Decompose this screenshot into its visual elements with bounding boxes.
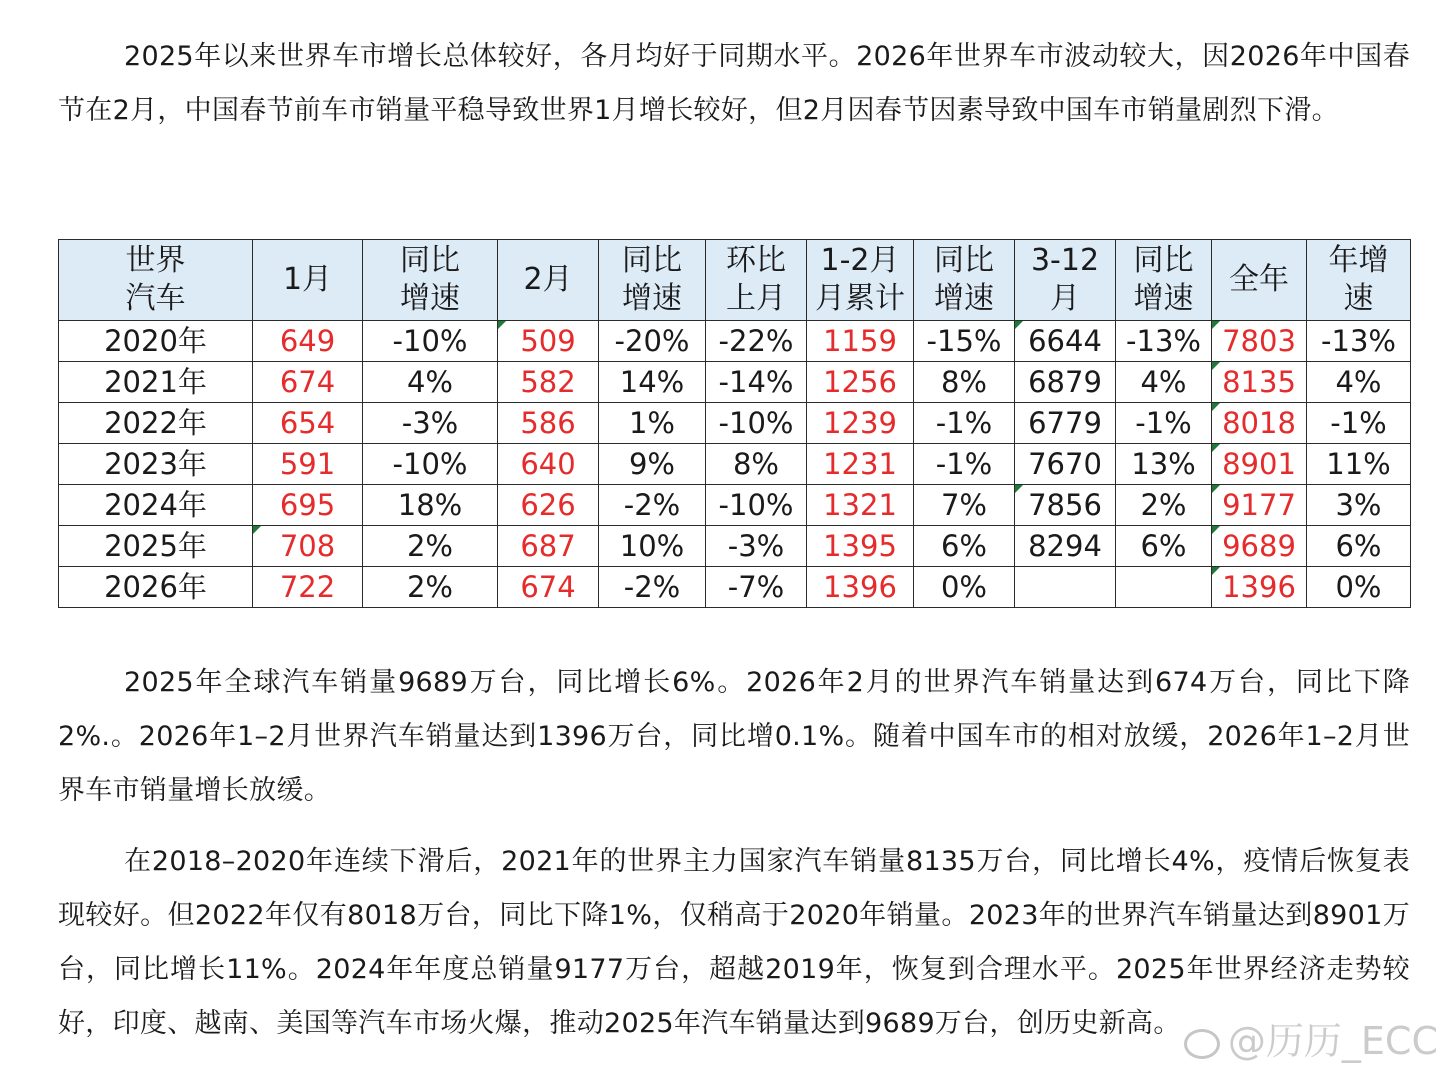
column-header-line: 1-2月 (820, 243, 900, 278)
table-cell: 18% (363, 485, 498, 526)
table-row (59, 321, 1411, 362)
table-cell: 6879 (1015, 362, 1116, 403)
column-header-line: 月 (1050, 281, 1080, 316)
table-cell: 0% (914, 567, 1015, 608)
table-cell: 8% (706, 444, 807, 485)
table-cell: 10% (599, 526, 706, 567)
table-cell: 708 (253, 526, 363, 567)
table-cell: -13% (1307, 321, 1411, 362)
row-year-cell: 2023年 (59, 444, 253, 485)
table-cell: -1% (1307, 403, 1411, 444)
table-cell: 2% (1116, 485, 1212, 526)
row-year-cell: 2022年 (59, 403, 253, 444)
table-row (59, 403, 1411, 444)
table-cell: 6% (1116, 526, 1212, 567)
table-cell: 1395 (807, 526, 914, 567)
table-cell: -22% (706, 321, 807, 362)
column-header-line: 全年 (1229, 262, 1289, 297)
column-header (363, 240, 498, 321)
column-header (599, 240, 706, 321)
column-header (807, 240, 914, 321)
table-cell: 1321 (807, 485, 914, 526)
table-cell: 674 (253, 362, 363, 403)
table-cell: -10% (363, 444, 498, 485)
table-cell: 9% (599, 444, 706, 485)
column-header-line: 同比 (1133, 243, 1194, 278)
row-year-cell: 2020年 (59, 321, 253, 362)
table-cell: 1396 (807, 567, 914, 608)
table-row (59, 567, 1411, 608)
column-header (1212, 240, 1307, 321)
column-header (706, 240, 807, 321)
table-cell: -14% (706, 362, 807, 403)
table-cell: 586 (498, 403, 599, 444)
column-header-line: 月累计 (815, 281, 905, 316)
table-cell: 7856 (1015, 485, 1116, 526)
table-cell: -1% (914, 444, 1015, 485)
table-cell: -10% (706, 485, 807, 526)
watermark (1184, 1010, 1438, 1065)
table-cell: 687 (498, 526, 599, 567)
table-cell: 3% (1307, 485, 1411, 526)
table-cell: 4% (1307, 362, 1411, 403)
row-year-cell: 2021年 (59, 362, 253, 403)
table-cell: 9177 (1212, 485, 1307, 526)
watermark-text: @历历_ECC (1227, 1019, 1438, 1063)
table-cell: 7670 (1015, 444, 1116, 485)
table-cell: 6% (914, 526, 1015, 567)
table-header-row (59, 240, 1411, 321)
column-header (498, 240, 599, 321)
table-cell: 695 (253, 485, 363, 526)
table-cell: 8% (914, 362, 1015, 403)
table-cell: 640 (498, 444, 599, 485)
table-cell: 2% (363, 526, 498, 567)
column-header-line: 上月 (726, 281, 786, 316)
table-cell (1015, 567, 1116, 608)
column-header-line: 年增 (1328, 243, 1389, 278)
row-year-cell: 2026年 (59, 567, 253, 608)
row-year-cell: 2024年 (59, 485, 253, 526)
column-header-line: 同比 (622, 243, 682, 278)
table-cell: 6644 (1015, 321, 1116, 362)
column-header (59, 240, 253, 321)
table-cell: -13% (1116, 321, 1212, 362)
column-header-line: 1月 (282, 262, 333, 297)
table-cell: 6% (1307, 526, 1411, 567)
table-cell: 8135 (1212, 362, 1307, 403)
table-cell: 649 (253, 321, 363, 362)
weibo-icon (1184, 1029, 1220, 1059)
history-paragraph: 在2018–2020年连续下滑后，2021年的世界主力国家汽车销量8135万台，同比增长4%，疫情后恢复表现较好。但2022年仅有8018万台，同比下降1%，仅稍高于2020年销量。2023年的世界汽车销量达到8901万台，同比增长11%。2024年年度总销量9177万台，超越2019年，恢复到合理水平。2025年世界经济走势较好，印度、越南、美国等汽车市场火爆，推动2025年汽车销量达到9689万台，创历史新高。 (58, 846, 1410, 1039)
table-cell: 2% (363, 567, 498, 608)
table-cell: 722 (253, 567, 363, 608)
table-cell: -7% (706, 567, 807, 608)
table-cell: 11% (1307, 444, 1411, 485)
table-cell: 509 (498, 321, 599, 362)
table-cell: 6779 (1015, 403, 1116, 444)
table-cell: 8294 (1015, 526, 1116, 567)
table-row (59, 444, 1411, 485)
table-cell: 1231 (807, 444, 914, 485)
column-header-line: 增速 (934, 281, 994, 316)
table-cell: 13% (1116, 444, 1212, 485)
table-row (59, 362, 1411, 403)
column-header-line: 同比 (934, 243, 994, 278)
table-cell: -1% (1116, 403, 1212, 444)
table-cell: -1% (914, 403, 1015, 444)
table-cell: 8901 (1212, 444, 1307, 485)
table-cell: 8018 (1212, 403, 1307, 444)
table-cell: 1% (599, 403, 706, 444)
column-header-line: 环比 (726, 243, 786, 278)
column-header-line: 汽车 (125, 281, 186, 316)
table-cell: 1159 (807, 321, 914, 362)
column-header-line: 世界 (125, 243, 186, 278)
table-cell: 582 (498, 362, 599, 403)
column-header-line: 同比 (400, 243, 460, 278)
table-cell: -10% (706, 403, 807, 444)
column-header-line: 3-12 (1030, 243, 1100, 278)
table-cell: -2% (599, 567, 706, 608)
table-cell (1116, 567, 1212, 608)
table-cell: 591 (253, 444, 363, 485)
world-car-sales-table (58, 239, 1411, 608)
table-cell: 674 (498, 567, 599, 608)
table-cell: 4% (1116, 362, 1212, 403)
table-cell: -10% (363, 321, 498, 362)
table-cell: 1256 (807, 362, 914, 403)
column-header (914, 240, 1015, 321)
column-header (253, 240, 363, 321)
column-header (1307, 240, 1411, 321)
table-cell: 654 (253, 403, 363, 444)
table-cell: 1396 (1212, 567, 1307, 608)
summary-paragraph: 2025年全球汽车销量9689万台，同比增长6%。2026年2月的世界汽车销量达到674万台，同比下降2%.。2026年1–2月世界汽车销量达到1396万台，同比增0.1%。随着中国车市的相对放缓，2026年1–2月世界车市销量增长放缓。 (58, 667, 1410, 806)
table-cell: 9689 (1212, 526, 1307, 567)
column-header (1015, 240, 1116, 321)
table-row (59, 485, 1411, 526)
table-cell: -15% (914, 321, 1015, 362)
column-header-line: 增速 (1133, 281, 1194, 316)
table-cell: -20% (599, 321, 706, 362)
column-header-line: 2月 (523, 262, 573, 297)
column-header-line: 增速 (400, 281, 460, 316)
table-cell: 14% (599, 362, 706, 403)
table-cell: -2% (599, 485, 706, 526)
table-cell: 7803 (1212, 321, 1307, 362)
table-cell: 4% (363, 362, 498, 403)
column-header-line: 速 (1343, 281, 1374, 316)
table-cell: -3% (706, 526, 807, 567)
table-cell: -3% (363, 403, 498, 444)
column-header-line: 增速 (622, 281, 682, 316)
table-row (59, 526, 1411, 567)
intro-paragraph: 2025年以来世界车市增长总体较好，各月均好于同期水平。2026年世界车市波动较大，因2026年中国春节在2月，中国春节前车市销量平稳导致世界1月增长较好，但2月因春节因素导致中国车市销量剧烈下滑。 (58, 41, 1410, 126)
column-header (1116, 240, 1212, 321)
row-year-cell: 2025年 (59, 526, 253, 567)
table-cell: 626 (498, 485, 599, 526)
table-cell: 7% (914, 485, 1015, 526)
table-cell: 0% (1307, 567, 1411, 608)
table-cell: 1239 (807, 403, 914, 444)
